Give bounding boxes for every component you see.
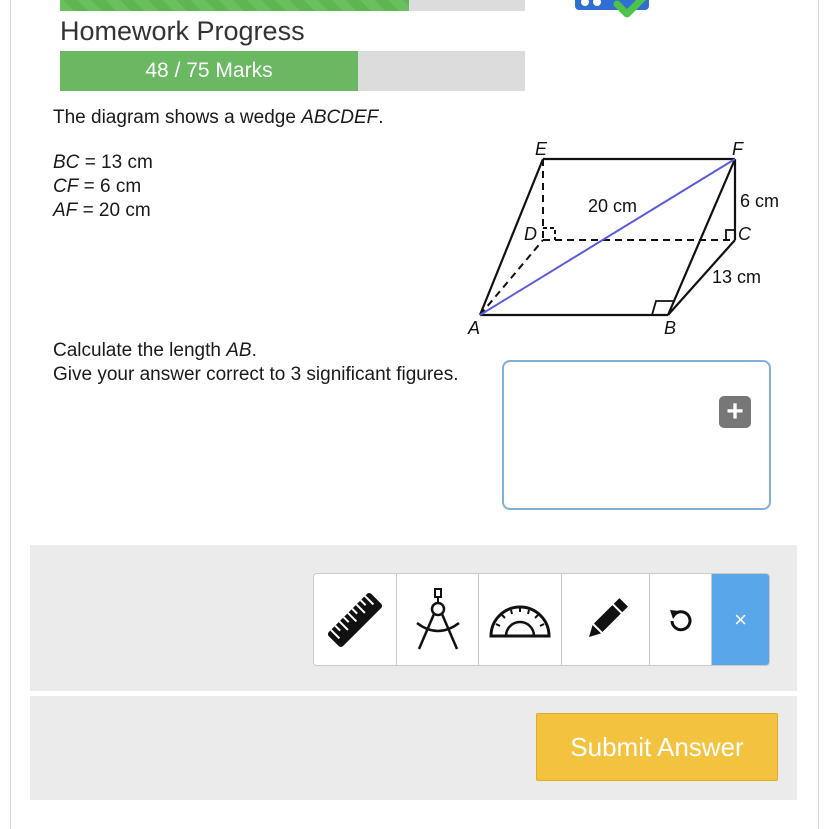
- achievement-badge: [575, 0, 651, 22]
- question-shape-name: ABCDEF: [301, 107, 379, 128]
- given-cf-label: CF: [53, 176, 79, 197]
- right-angle-d: [543, 228, 555, 240]
- protractor-tool-button[interactable]: [479, 574, 562, 665]
- undo-tool-button[interactable]: [650, 574, 712, 665]
- vertex-c-label: C: [738, 224, 751, 244]
- previous-progress-bar: [60, 0, 525, 11]
- plus-square-icon[interactable]: +: [719, 396, 751, 428]
- compass-icon: [413, 587, 463, 653]
- drawing-toolbar: [313, 573, 770, 666]
- vertex-f-label: F: [732, 139, 743, 159]
- vertex-d-label: D: [524, 224, 537, 244]
- length-af-label: 20 cm: [588, 196, 638, 216]
- given-af-label: AF: [53, 200, 78, 221]
- question-intro-text: The diagram shows a wedge: [53, 107, 302, 128]
- given-bc-label: BC: [53, 152, 80, 173]
- undo-icon: [668, 607, 694, 633]
- length-cf-label: 6 cm: [740, 191, 780, 211]
- badge-icon: [575, 0, 651, 22]
- given-cf-value: = 6 cm: [83, 176, 142, 197]
- diagonal-af: [480, 159, 735, 315]
- homework-progress-title: Homework Progress: [60, 16, 305, 46]
- edge-fb: [668, 159, 735, 315]
- compass-tool-button[interactable]: [397, 574, 479, 665]
- vertex-b-label: B: [664, 318, 677, 338]
- length-bc-label: 13 cm: [712, 267, 762, 287]
- vertex-e-label: E: [535, 139, 548, 159]
- close-icon: ×: [734, 606, 747, 632]
- vertex-a-label: A: [468, 318, 481, 338]
- pencil-icon: [581, 595, 631, 645]
- pencil-tool-button[interactable]: [562, 574, 650, 665]
- question-intro-end: .: [378, 107, 384, 128]
- answer-input[interactable]: [502, 360, 771, 510]
- calculate-instruction: [53, 340, 257, 362]
- protractor-icon: [488, 600, 552, 640]
- ruler-tool-button[interactable]: [314, 574, 397, 665]
- calculate-target: AB: [226, 340, 252, 361]
- submit-answer-button[interactable]: Submit Answer: [536, 713, 778, 781]
- given-af-value: = 20 cm: [82, 200, 151, 221]
- given-cf: [53, 176, 141, 198]
- close-tool-button[interactable]: [712, 574, 769, 665]
- edge-ad-hidden: [480, 240, 543, 315]
- homework-marks-label: 48 / 75 Marks: [145, 59, 273, 82]
- ruler-icon: [323, 588, 387, 652]
- calculate-end: .: [251, 340, 257, 361]
- given-bc: [53, 152, 153, 174]
- question-intro: [53, 107, 384, 129]
- right-angle-c: [726, 230, 735, 240]
- wedge-diagram: [460, 135, 790, 340]
- given-bc-value: = 13 cm: [84, 152, 153, 173]
- given-af: [53, 200, 151, 222]
- sig-fig-instruction: Give your answer correct to 3 significant figures.: [53, 364, 459, 385]
- previous-progress-fill: [60, 0, 409, 11]
- calculate-text: Calculate the length: [53, 340, 227, 361]
